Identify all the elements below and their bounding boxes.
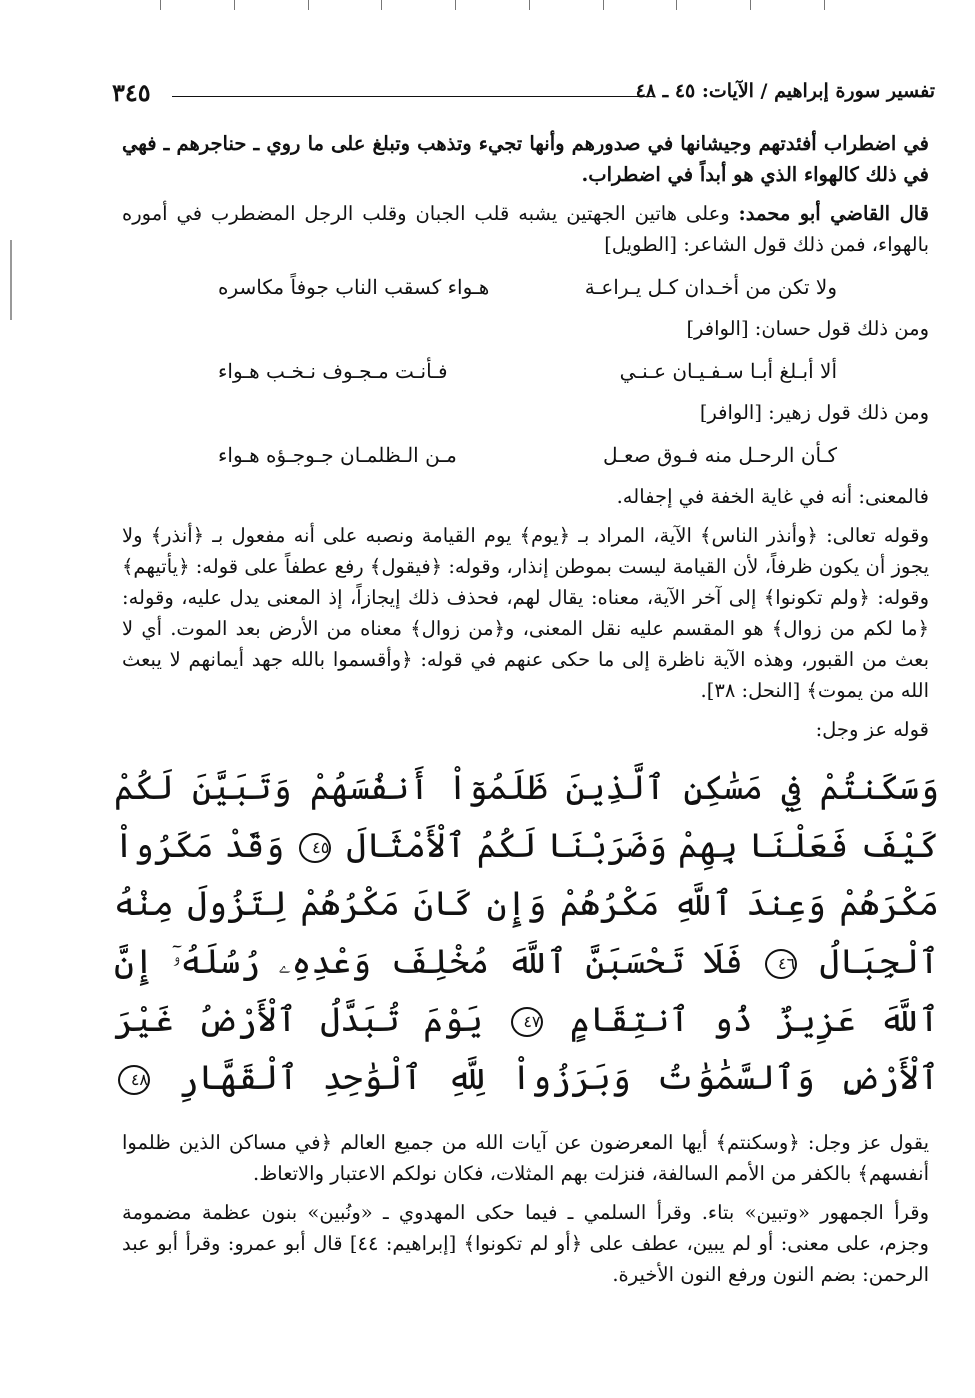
header-rule <box>172 96 655 97</box>
page-number: ٣٤٥ <box>112 78 151 107</box>
paragraph-2 <box>122 198 929 260</box>
paragraph-1 <box>122 128 929 190</box>
verse-2-second-hemistich: فـأنـت مـجـوف نـخـب هـواء <box>218 359 448 383</box>
ayah-number-47: ٤٧ <box>511 1007 543 1037</box>
poem-verse-1 <box>122 272 929 303</box>
paragraph-7: قوله عز وجل: <box>815 718 929 741</box>
speaker-label: قال القاضي أبو محمد: <box>738 202 929 225</box>
verse-3-second-hemistich: مـن الـظلمـان جـوجـؤه هـواء <box>218 443 457 467</box>
quran-text-48: يَوْمَ تُبَدَّلُ ٱلْأَرْضُ غَيْرَ ٱلْأَرْضِ وَٱلسَّمَٰوَٰتُ وَبَرَزُواْ لِلَّهِ ٱلْوَٰحِدِ ٱلْقَهَّارِ <box>114 1000 939 1098</box>
page-header <box>112 78 935 112</box>
paragraph-2-text: وعلى هاتين الجهتين يشبه قلب الجبان وقلب الرجل المضطرب في أموره بالهواء، فمن ذلك قول الشاعر: [الطويل] <box>122 202 929 256</box>
running-title: تفسير سورة إبراهيم / الآيات: ٤٥ ـ ٤٨ <box>635 80 935 102</box>
poem-verse-2 <box>122 356 929 387</box>
ayah-number-48: ٤٨ <box>118 1065 150 1095</box>
quran-text-45: وَسَكَنتُمْ فِي مَسَٰكِنِ ٱلَّذِينَ ظَلَمُوٓاْ أَنفُسَهُمْ وَتَبَيَّنَ لَكُمْ كَيْفَ فَعَلْنَا بِهِمْ وَضَرَبْنَا لَكُمُ ٱلْأَمْثَالَ <box>114 768 939 866</box>
ayah-number-45: ٤٥ <box>299 833 331 863</box>
verse-3-first-hemistich: كـأن الرحـل منه فـوق صعـل <box>602 443 837 467</box>
paragraph-5: فالمعنى: أنه في غاية الخفة في إجفاله. <box>616 485 929 508</box>
paragraph-3: ومن ذلك قول حسان: [الوافر] <box>686 317 929 340</box>
page-body <box>114 128 939 1298</box>
verse-1-first-hemistich: ولا تكن من أخـدان كـل يـراعـة <box>584 275 837 299</box>
verse-2-first-hemistich: ألا أبـلغ أبـا سـفـيـان عـنـي <box>619 359 837 383</box>
verse-1-second-hemistich: هـواء كسقب الناب جوفاً مكاسره <box>218 275 490 299</box>
quran-text-46: وَقَدْ مَكَرُواْ مَكْرَهُمْ وَعِندَ ٱللَّهِ مَكْرُهُمْ وَإِن كَانَ مَكْرُهُمْ لِتَزُولَ مِنْهُ ٱلْجِبَالُ <box>114 826 939 982</box>
paragraph-6: وقوله تعالى: ﴿وأنذر الناس﴾ الآية، المراد بـ ﴿يوم﴾ يوم القيامة ونصبه على أنه مفعول بـ ﴿أنذر﴾ ولا يجوز أن يكون ظرفاً، لأن القيامة ليست بموطن إنذار، وقوله: ﴿فيقول﴾ رفع عطفاً على قوله: ﴿يأتيهم﴾ وقوله: ﴿ولم تكونوا﴾ إلى آخر الآية، معناه: يقال لهم، فحذف ذلك إيجازاً، إذ المعنى يدل عليه، وقوله: ﴿ما لكم من زوال﴾ هو المقسم عليه نقل المعنى، و﴿من زوال﴾ معناه من الأرض بعد الموت. أي لا بعث من القبور، وهذه الآية ناظرة إلى ما حكى عنهم في قوله: ﴿وأقسموا بالله جهد أيمانهم لا يبعث الله من يموت﴾ [النحل: ٣٨]. <box>122 524 929 702</box>
ayah-number-46: ٤٦ <box>765 949 797 979</box>
quran-text-47: فَلَا تَحْسَبَنَّ ٱللَّهَ مُخْلِفَ وَعْدِهِۦ رُسُلَهُۥٓ إِنَّ ٱللَّهَ عَزِيزٌ ذُو ٱنتِقَامٍ <box>114 942 939 1040</box>
binding-mark <box>10 240 12 320</box>
paragraph-4: ومن ذلك قول زهير: [الوافر] <box>699 401 929 424</box>
paragraph-1-text: في اضطراب أفئدتهم وجيشانها في صدورهم وأنها تجيء وتذهب وتبلغ على ما روي ـ حناجرهم ـ فهي في ذلك كالهواء الذي هو أبداً في اضطراب. <box>122 132 929 186</box>
poem-verse-3 <box>122 440 929 471</box>
quran-passage <box>114 759 939 1107</box>
top-edge-marks <box>160 0 825 14</box>
paragraph-9: وقرأ الجمهور «وتبين» بتاء. وقرأ السلمي ـ فيما حكى المهدوي ـ «ونُبين» بنون عظمة مضمومة وجزم، على معنى: أو لم يبين، عطف على ﴿أو لم تكونوا﴾ [إبراهيم: ٤٤] قال أبو عمرو: وقرأ أبو عبد الرحمن: بضم النون ورفع النون الأخيرة. <box>122 1201 929 1286</box>
paragraph-8: يقول عز وجل: ﴿وسكنتم﴾ أيها المعرضون عن آيات الله من جميع العالم ﴿في مساكن الذين ظلموا أنفسهم﴾ بالكفر من الأمم السالفة، فنزلت بهم المثلات، فكان نولكم الاعتبار والاتعاظ. <box>122 1131 929 1185</box>
